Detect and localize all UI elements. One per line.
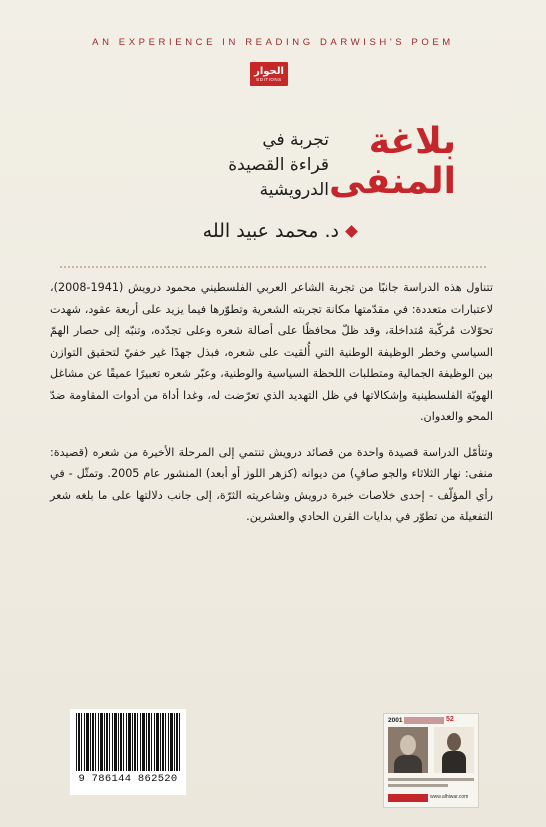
- author-row: [203, 220, 356, 242]
- postage-stamp-image: [383, 713, 479, 808]
- author-name: د. محمد عبيد الله: [202, 220, 339, 242]
- blurb-text: [50, 277, 493, 528]
- stamp-header-band: [404, 717, 444, 724]
- stamp-photo: [388, 727, 428, 773]
- stamp-year: 2001: [388, 717, 403, 724]
- publisher-logo-subtext: EDITIONS: [256, 76, 282, 82]
- book-subtitle: [169, 128, 329, 203]
- publisher-logo-text: الحوار: [254, 65, 284, 77]
- isbn-number: 9 786144 862520: [78, 773, 178, 785]
- diamond-bullet-icon: [345, 225, 358, 238]
- stamp-red-label: [388, 794, 428, 802]
- stamp-portrait: [434, 727, 474, 773]
- book-title-line-2: المنفى: [328, 161, 456, 202]
- isbn-barcode: [70, 709, 186, 795]
- book-title: [326, 122, 456, 202]
- book-subtitle-line-2: قراءة القصيدة: [228, 155, 329, 175]
- english-tagline: AN EXPERIENCE IN READING DARWISH'S POEM: [92, 37, 454, 48]
- book-title-line-1: بلاغة: [368, 121, 456, 162]
- blurb-paragraph-2: وتتأمّل الدراسة قصيدة واحدة من قصائد درويش تنتمي إلى المرحلة الأخيرة من شعره (قصيدة: منفى: نهار الثلاثاء والجو صافٍ) من ديوانه (كزهر اللوز أو أبعد) المنشور عام 2005. وتمثّل - في رأي المؤلّف - إحدى خلاصات خبرة درويش وشاعريته الثرّة، إلى جانب دلالتها على ما بلغه شعر التفعيلة من تطوّر في بدايات القرن الحادي والعشرين.: [50, 445, 493, 523]
- book-subtitle-line-1: تجربة في: [262, 130, 329, 150]
- barcode-bars: [76, 713, 180, 771]
- stamp-url: www.alhiwar.com: [430, 794, 469, 800]
- stamp-price: 52: [446, 716, 454, 723]
- stamp-text-lines: [388, 778, 474, 790]
- publisher-logo: [250, 62, 288, 86]
- dotted-divider: [60, 266, 486, 268]
- book-subtitle-line-3: الدرويشية: [259, 180, 329, 200]
- blurb-paragraph-1: تتناول هذه الدراسة جانبًا من تجربة الشاعر العربي الفلسطيني محمود درويش (1941-2008)، لاعتبارات متعددة: في مقدّمتها مكانة تجربته الشعرية وتطوّرها فيما يزيد على أربعة عقود، شهدت تحوّلات مُركّبة مُتداخلة، وقد ظلّ محافظًا على أصالة شعره وعلى تجدّده، وتنبّه إلى حصار الهمّ السياسي وخطر الوظيفة الوطنية التي أُلقيت على شعره، فبذل جهدًا غير خفيّ لتحقيق التوازن بين الوظيفة الجمالية ومتطلبات اللحظة السياسية والوطنية، وعبّر شعره تعبيرًا عميقًا عن مشاغل الهويّة الفلسطينية وإشكالاتها في ظل التهديد الذي تعرّضت له، وغدا أداة من أدوات المقاومة ضدّ المحو والعدوان.: [50, 281, 493, 423]
